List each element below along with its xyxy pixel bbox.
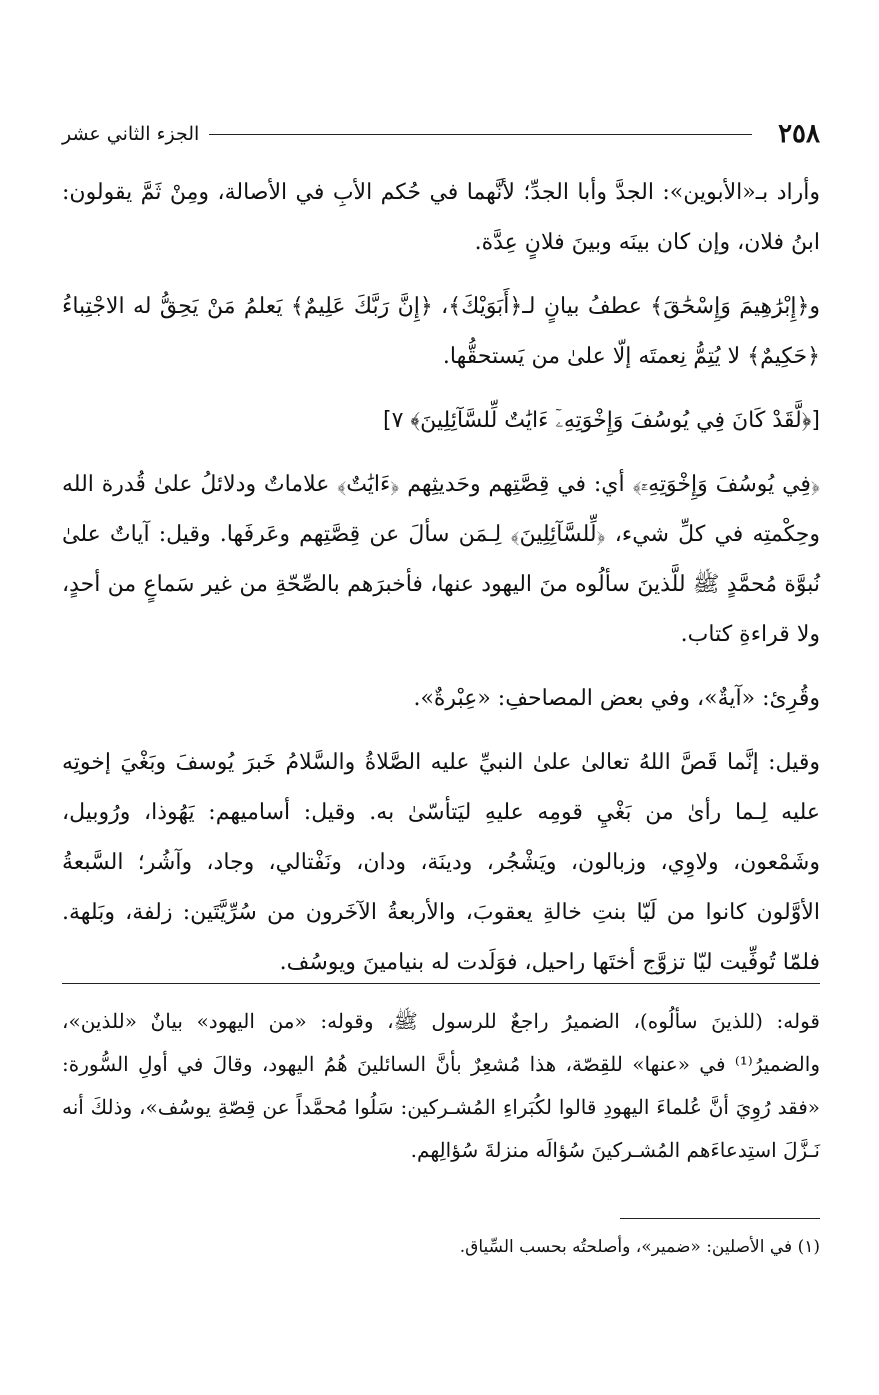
paragraph-wa-qila: وقيل: إنَّما قَصَّ اللهُ تعالىٰ علىٰ النبيِّ عليه الصَّلاةُ والسَّلامُ خَبرَ يُوسفَ وبَغْيَ إخوتِه عليه لِـما رأىٰ من بَغْيِ قومِه عليهِ ليَتأسّىٰ به. وقيل: أساميهم: يَهُوذا، ورُوبيل، وشَمْعون، ولاوِي، وزبالون، ويَشْجُر، ودينَة، ودان، ونَفْتالي، وجاد، وآشُر؛ السَّبعةُ الأوَّلون كانوا من لَيّا بنتِ خالةِ يعقوبَ، والأربعةُ الآخَرون من سُرِّيَّتَين: زلفة، وبَلهة. فلمّا تُوفِّيت ليّا تزوَّج أختَها راحيل، فوَلَدت له بنيامينَ ويوسُف. <box>62 750 820 975</box>
footnote <box>62 1230 820 1264</box>
page-header <box>62 112 820 156</box>
footnote-separator <box>620 1218 820 1219</box>
verse-7: [﴿لَّقَدْ كَانَ فِي يُوسُفَ وَإِخْوَتِهِۦٓ ءَايَٰتٌ لِّلسَّآئِلِينَ﴾ ٧] <box>383 408 820 433</box>
commentary-notes <box>62 1000 820 1172</box>
page-number: ٢٥٨ <box>778 119 820 149</box>
running-title: الجزء الثاني عشر <box>62 123 200 145</box>
paragraph-fi-yusuf: ﴿فِي يُوسُفَ وَإِخْوَتِهِۦٓ﴾ أي: في قِصَّتِهم وحَديثِهم ﴿ءَايَٰتٌ﴾ علاماتٌ ودلائلُ علىٰ قُدرة الله وحِكْمتِه في كلِّ شيء، ﴿لِّلسَّآئِلِينَ﴾ لِـمَن سألَ عن قِصَّتِهم وعَرفَها. وقيل: آياتٌ علىٰ نُبوَّة مُحمَّدٍ ﷺ للَّذينَ سألُوه منَ اليهود عنها، فأخبرَهم بالصِّحّةِ من غير سَماعٍ من أحدٍ، ولا قراءةِ كتاب. <box>62 472 820 647</box>
main-text <box>62 168 820 1002</box>
commentary-paragraph: قوله: (للذينَ سألُوه)، الضميرُ راجعٌ للرسول ﷺ، وقوله: «من اليهود» بيانٌ «للذين»، والضميرُ⁽¹⁾ في «عنها» للقِصّة، هذا مُشعِرٌ بأنَّ السائلينَ هُمُ اليهود، وقالَ في أولِ السُّورة: «فقد رُوِيَ أنَّ عُلماءَ اليهودِ قالوا لكُبَراءِ المُشـركين: سَلُوا مُحمَّداً عن قِصّةِ يوسُف»، وذلكَ أنه نَـزَّلَ استِدعاءَهم المُشـركينَ سُؤالَه منزلةَ سُؤالِهم. <box>62 1009 820 1162</box>
footnote-text: (١) في الأصلين: «ضمير»، وأصلحتُه بحسب السِّياق. <box>459 1237 820 1257</box>
paragraph-qurie: وقُرِئ: «آيةٌ»، وفي بعض المصاحفِ: «عِبْرةٌ». <box>413 686 820 711</box>
header-rule <box>209 134 752 135</box>
paragraph-ibrahim-ishaq: و﴿إِبْرَٰهِيمَ وَإِسْحَٰقَ﴾ عطفُ بيانٍ لـ﴿أَبَوَيْكَ﴾، ﴿إِنَّ رَبَّكَ عَلِيمٌ﴾ يَعلمُ مَنْ يَحِقُّ له الاجْتِباءُ ﴿حَكِيمٌ﴾ لا يُتِمُّ نِعمتَه إلّا علىٰ من يَستحقُّها. <box>62 294 820 369</box>
paragraph-abawayn: وأراد بـ«الأبوين»: الجدَّ وأبا الجدِّ؛ لأنَّهما في حُكم الأبِ في الأصالة، ومِنْ ثَمَّ يقولون: ابنُ فلان، وإن كان بينَه وبينَ فلانٍ عِدَّة. <box>62 180 820 255</box>
notes-separator <box>62 983 820 984</box>
